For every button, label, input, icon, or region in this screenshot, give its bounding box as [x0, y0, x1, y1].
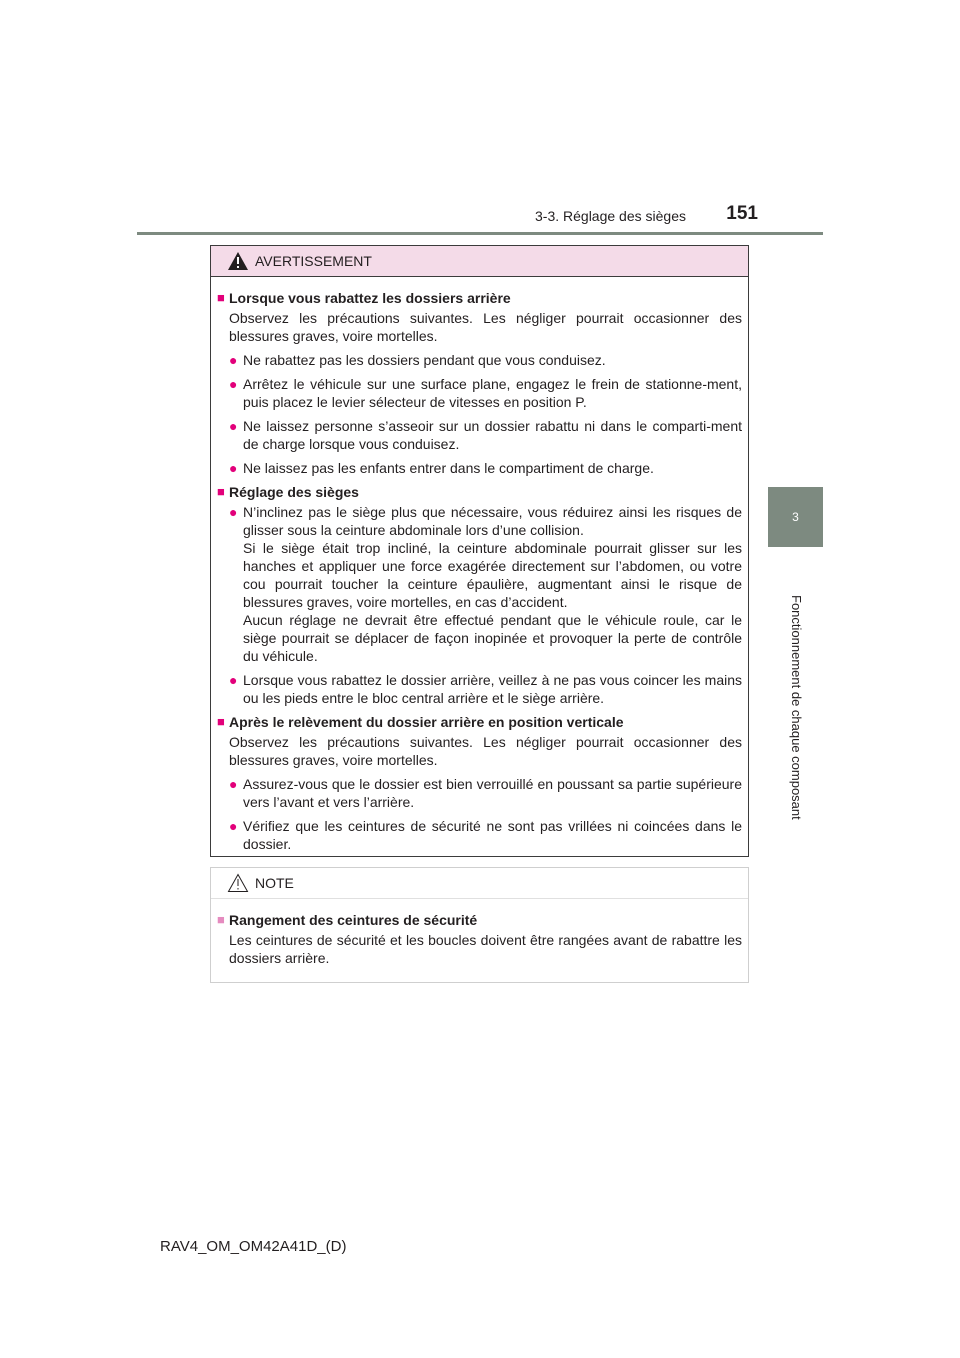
list-item-text: Ne laissez pas les enfants entrer dans le compartiment de charge. — [243, 460, 654, 476]
section-paragraph: Observez les précautions suivantes. Les négliger pourrait occasionner des blessures graves, voire mortelles. — [229, 310, 742, 344]
heading-text: Réglage des sièges — [229, 484, 359, 500]
list-item-text: Assurez-vous que le dossier est bien verrouillé en poussant sa partie supérieure vers l’avant et vers l’arrière. — [243, 776, 742, 810]
chapter-tab: 3 — [768, 487, 823, 547]
section-title: 3-3. Réglage des sièges — [535, 208, 686, 224]
section-heading — [217, 911, 742, 929]
list-item — [217, 459, 742, 477]
list-item — [217, 503, 742, 665]
round-bullet-icon: ● — [229, 672, 238, 688]
heading-text: Lorsque vous rabattez les dossiers arrière — [229, 290, 511, 306]
list-item — [217, 775, 742, 811]
heading-text: Rangement des ceintures de sécurité — [229, 912, 478, 928]
list-item — [217, 417, 742, 453]
list-item — [217, 671, 742, 707]
section-paragraph: Les ceintures de sécurité et les boucles doivent être rangées avant de rabattre les dossiers arrière. — [229, 932, 742, 966]
list-item-text: Ne rabattez pas les dossiers pendant que vous conduisez. — [243, 352, 606, 368]
caution-outline-icon — [227, 873, 249, 893]
list-item-text: N’inclinez pas le siège plus que nécessaire, vous réduirez ainsi les risques de glisser sous la ceinture abdominale lors d’une collision. Si le siège était trop incliné, la ceinture abdominale pourrait glisser sur les hanches et appliquer une force exagérée directement sur l’abdomen, ou votre cou pourrait toucher la ceinture épaulière, augmentant ainsi le risque de blessures graves, voire mortelles, en cas d’accident. Aucun réglage ne devrait être effectué pendant que le véhicule roule, car le siège pourrait se déplacer de façon inopinée et provoquer la perte de contrôle du véhicule. — [243, 504, 742, 664]
list-item-text: Vérifiez que les ceintures de sécurité ne sont pas vrillées ni coincées dans le dossier. — [243, 818, 742, 852]
square-bullet-icon: ■ — [217, 714, 225, 729]
list-item — [217, 817, 742, 853]
warning-triangle-icon — [227, 251, 249, 271]
round-bullet-icon: ● — [229, 418, 238, 434]
section-paragraph: Observez les précautions suivantes. Les négliger pourrait occasionner des blessures graves, voire mortelles. — [229, 734, 742, 768]
note-title: NOTE — [255, 875, 294, 891]
note-box — [210, 867, 749, 983]
round-bullet-icon: ● — [229, 504, 238, 520]
list-item-text: Lorsque vous rabattez le dossier arrière, veillez à ne pas vous coincer les mains ou les pieds entre le bloc central arrière et le siège arrière. — [243, 672, 742, 706]
round-bullet-icon: ● — [229, 818, 238, 834]
document-code: RAV4_OM_OM42A41D_(D) — [160, 1238, 347, 1255]
note-header — [211, 868, 748, 899]
round-bullet-icon: ● — [229, 376, 238, 392]
square-bullet-icon: ■ — [217, 290, 225, 305]
list-item — [217, 375, 742, 411]
page-number: 151 — [726, 203, 758, 224]
square-bullet-icon: ■ — [217, 484, 225, 499]
list-item-text: Arrêtez le véhicule sur une surface plane, engagez le frein de stationne-ment, puis placez le levier sélecteur de vitesses en position P. — [243, 376, 742, 410]
round-bullet-icon: ● — [229, 352, 238, 368]
square-bullet-icon: ■ — [217, 912, 225, 927]
section-heading — [217, 483, 742, 501]
warning-box — [210, 245, 749, 857]
heading-text: Après le relèvement du dossier arrière en position verticale — [229, 714, 624, 730]
note-body — [211, 899, 748, 967]
warning-title: AVERTISSEMENT — [255, 253, 372, 269]
warning-header — [211, 246, 748, 277]
section-heading — [217, 289, 742, 307]
warning-body — [211, 277, 748, 853]
round-bullet-icon: ● — [229, 776, 238, 792]
round-bullet-icon: ● — [229, 460, 238, 476]
chapter-side-label: Fonctionnement de chaque composant — [789, 595, 804, 820]
header-rule — [137, 232, 823, 235]
section-heading — [217, 713, 742, 731]
list-item — [217, 351, 742, 369]
list-item-text: Ne laissez personne s’asseoir sur un dossier rabattu ni dans le comparti-ment de charge lorsque vous conduisez. — [243, 418, 742, 452]
